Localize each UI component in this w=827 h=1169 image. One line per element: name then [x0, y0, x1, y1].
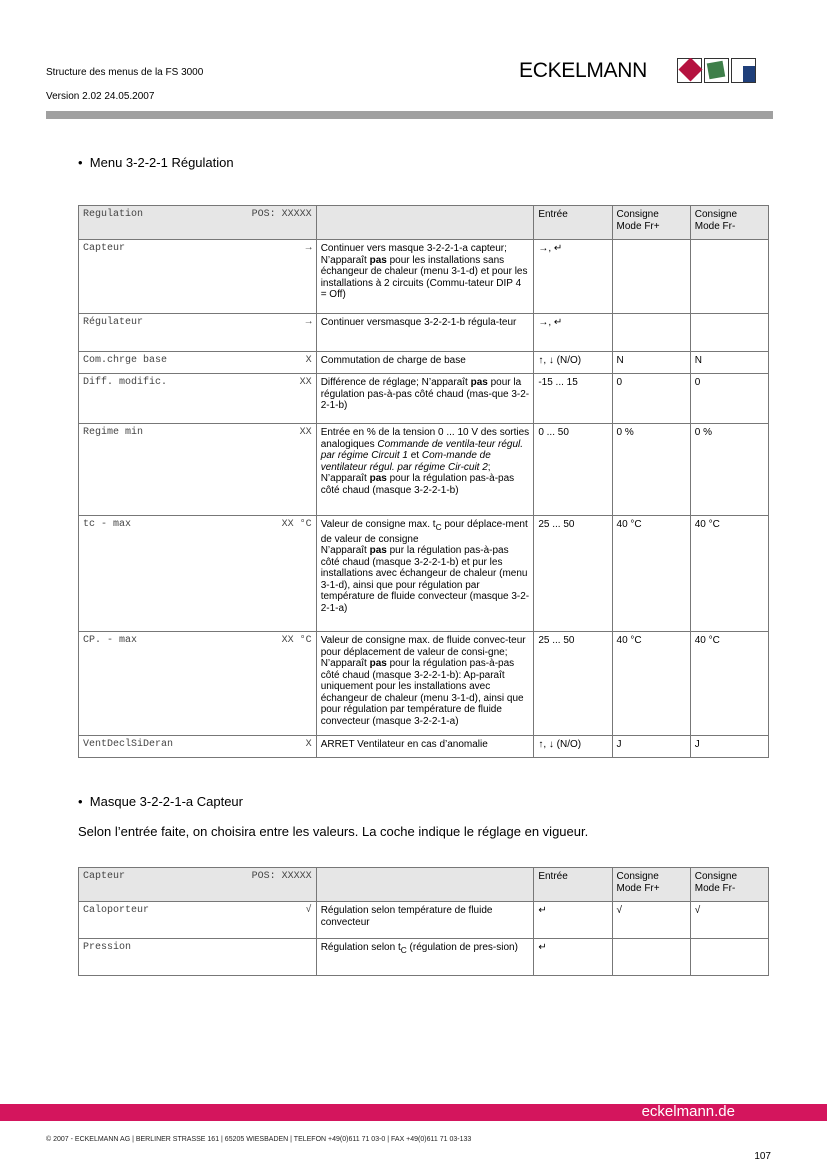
table-row	[79, 352, 769, 374]
setpoint-fr-plus-cell	[612, 939, 690, 976]
table-row	[79, 240, 769, 314]
eckelmann-logo	[519, 58, 759, 84]
setpoint-fr-plus-cell: Consigne Mode Fr+	[612, 206, 690, 240]
section-heading-capteur	[78, 794, 243, 809]
menu-display-cell	[79, 736, 317, 758]
table-row	[79, 939, 769, 976]
capteur-table	[78, 867, 769, 976]
table-row	[79, 374, 769, 424]
description-cell: Régulation selon température de fluide convecteur	[316, 902, 534, 939]
input-cell: Entrée	[534, 868, 612, 902]
setpoint-fr-minus-cell	[690, 240, 768, 314]
table-row	[79, 902, 769, 939]
input-cell: 25 ... 50	[534, 516, 612, 632]
table-row	[79, 736, 769, 758]
description-cell: ARRET Ventilateur en cas d’anomalie	[316, 736, 534, 758]
setpoint-fr-plus-cell	[612, 314, 690, 352]
menu-item-label: Regulation	[83, 209, 144, 220]
page-number: 107	[754, 1151, 771, 1162]
menu-display-cell	[79, 314, 317, 352]
menu-item-label: VentDeclSiDeran	[83, 739, 174, 750]
menu-display-cell	[79, 632, 317, 736]
header-divider	[46, 111, 773, 119]
description-cell: Entrée en % de la tension 0 ... 10 V des sorties analogiques Commande de ventila-teur régul. par régime Circuit 1 et Com-mande de ventilateur régul. par régime Cir-cuit 2; N’apparaît pas pour la régulation pas-à-pas côté chaud (masque 3-2-2-1-b)	[316, 424, 534, 516]
menu-item-value: →	[305, 243, 312, 254]
menu-item-label: Diff. modific.	[83, 377, 168, 388]
menu-item-value: √	[305, 905, 312, 916]
heading-text: Menu 3-2-2-1 Régulation	[89, 155, 234, 170]
setpoint-fr-minus-cell: J	[690, 736, 768, 758]
setpoint-fr-plus-cell: 0 %	[612, 424, 690, 516]
heading-text: Masque 3-2-2-1-a Capteur	[89, 794, 243, 809]
website-link[interactable]: eckelmann.de	[641, 1103, 735, 1120]
description-cell: Continuer vers masque 3-2-2-1-a capteur; N’apparaît pas pour les installations sans échangeur de chaleur (menu 3-1-d) et pour les installations à 2 circuits (Commu-tateur DIP 4 = Off)	[316, 240, 534, 314]
description-cell: Commutation de charge de base	[316, 352, 534, 374]
input-cell: →, ↵	[534, 240, 612, 314]
menu-display-cell	[79, 868, 317, 902]
setpoint-fr-plus-cell: Consigne Mode Fr+	[612, 868, 690, 902]
menu-item-label: CP. - max	[83, 635, 138, 646]
setpoint-fr-minus-cell: 0	[690, 374, 768, 424]
description-cell: Régulation selon $t_C$ (régulation de pres-sion)	[316, 939, 534, 976]
setpoint-fr-plus-cell: 40 °C	[612, 632, 690, 736]
setpoint-fr-minus-cell	[690, 939, 768, 976]
section-heading-regulation	[78, 155, 234, 170]
menu-display-cell	[79, 374, 317, 424]
setpoint-fr-plus-cell: 40 °C	[612, 516, 690, 632]
footer-bar	[0, 1104, 827, 1121]
menu-item-label: Com.chrge base	[83, 355, 168, 366]
setpoint-fr-plus-cell: 0	[612, 374, 690, 424]
setpoint-fr-minus-cell: N	[690, 352, 768, 374]
input-cell: ↵	[534, 939, 612, 976]
menu-display-cell	[79, 352, 317, 374]
bullet: •	[78, 794, 83, 809]
setpoint-fr-minus-cell: 40 °C	[690, 516, 768, 632]
menu-item-label: tc - max	[83, 519, 132, 530]
setpoint-fr-plus-cell	[612, 240, 690, 314]
menu-display-cell	[79, 206, 317, 240]
menu-item-value: X	[305, 739, 312, 750]
logo-text: ECKELMANN	[519, 59, 647, 82]
menu-display-cell	[79, 939, 317, 976]
menu-item-value: →	[305, 317, 312, 328]
menu-item-label: Regime min	[83, 427, 144, 438]
input-cell: ↑, ↓ (N/O)	[534, 736, 612, 758]
table-row	[79, 314, 769, 352]
menu-item-value: X	[305, 355, 312, 366]
description-cell	[316, 206, 534, 240]
bullet: •	[78, 155, 83, 170]
setpoint-fr-plus-cell: J	[612, 736, 690, 758]
menu-item-value: XX °C	[281, 519, 312, 530]
input-cell: ↑, ↓ (N/O)	[534, 352, 612, 374]
description-cell	[316, 868, 534, 902]
table-row	[79, 516, 769, 632]
footer-copyright: © 2007 - ECKELMANN AG | BERLINER STRASSE 161 | 65205 WIESBADEN | TELEFON +49(0)611 71 03-0 | FAX +49(0)611 71 03-133	[46, 1136, 472, 1143]
menu-display-cell	[79, 902, 317, 939]
menu-display-cell	[79, 240, 317, 314]
description-cell: Continuer versmasque 3-2-2-1-b régula-teur	[316, 314, 534, 352]
menu-item-label: Pression	[83, 942, 132, 953]
setpoint-fr-minus-cell	[690, 314, 768, 352]
intro-paragraph: Selon l’entrée faite, on choisira entre les valeurs. La coche indique le réglage en vigueur.	[78, 824, 589, 839]
table-header-row	[79, 868, 769, 902]
input-cell: ↵	[534, 902, 612, 939]
input-cell: Entrée	[534, 206, 612, 240]
table-header-row	[79, 206, 769, 240]
input-cell: -15 ... 15	[534, 374, 612, 424]
setpoint-fr-plus-cell: N	[612, 352, 690, 374]
menu-item-value: POS: XXXXX	[251, 209, 312, 220]
table-row	[79, 632, 769, 736]
menu-item-label: Capteur	[83, 243, 126, 254]
setpoint-fr-minus-cell: Consigne Mode Fr-	[690, 868, 768, 902]
setpoint-fr-minus-cell: Consigne Mode Fr-	[690, 206, 768, 240]
menu-item-value: XX	[299, 377, 312, 388]
input-cell: 25 ... 50	[534, 632, 612, 736]
menu-item-label: Régulateur	[83, 317, 144, 328]
regulation-table	[78, 205, 769, 758]
input-cell: →, ↵	[534, 314, 612, 352]
setpoint-fr-plus-cell: √	[612, 902, 690, 939]
menu-display-cell	[79, 424, 317, 516]
document-title: Structure des menus de la FS 3000	[46, 67, 204, 78]
setpoint-fr-minus-cell: 40 °C	[690, 632, 768, 736]
input-cell: 0 ... 50	[534, 424, 612, 516]
setpoint-fr-minus-cell: 0 %	[690, 424, 768, 516]
logo-squares-icon	[677, 58, 759, 84]
menu-item-value: XX °C	[281, 635, 312, 646]
document-version: Version 2.02 24.05.2007	[46, 91, 155, 102]
description-cell: Différence de réglage; N’apparaît pas pour la régulation pas-à-pas côté chaud (mas-que 3-2-2-1-b)	[316, 374, 534, 424]
menu-item-label: Caloporteur	[83, 905, 150, 916]
menu-item-value: XX	[299, 427, 312, 438]
menu-display-cell	[79, 516, 317, 632]
description-cell: Valeur de consigne max. $t_C$ pour déplace-ment de valeur de consigne N’apparaît pas pur la régulation pas-à-pas côté chaud (masque 3-2-2-1-b) et pur les installations avec échangeur de chaleur (menu 3-1-d), ainsi que pour régulation par température de fluide convecteur (masque 3-2-2-1-a)	[316, 516, 534, 632]
description-cell: Valeur de consigne max. de fluide convec-teur pour déplacement de valeur de consi-gne; N’apparaît pas pour la régulation pas-à-pas côté chaud (masque 3-2-2-1-b): Ap-paraît uniquement pour les installations avec échangeur de chaleur (menu 3-1-d), ainsi que pour régulation par température de fluide convecteur (masque 3-2-2-1-a)	[316, 632, 534, 736]
setpoint-fr-minus-cell: √	[690, 902, 768, 939]
menu-item-value: POS: XXXXX	[251, 871, 312, 882]
table-row	[79, 424, 769, 516]
menu-item-label: Capteur	[83, 871, 126, 882]
